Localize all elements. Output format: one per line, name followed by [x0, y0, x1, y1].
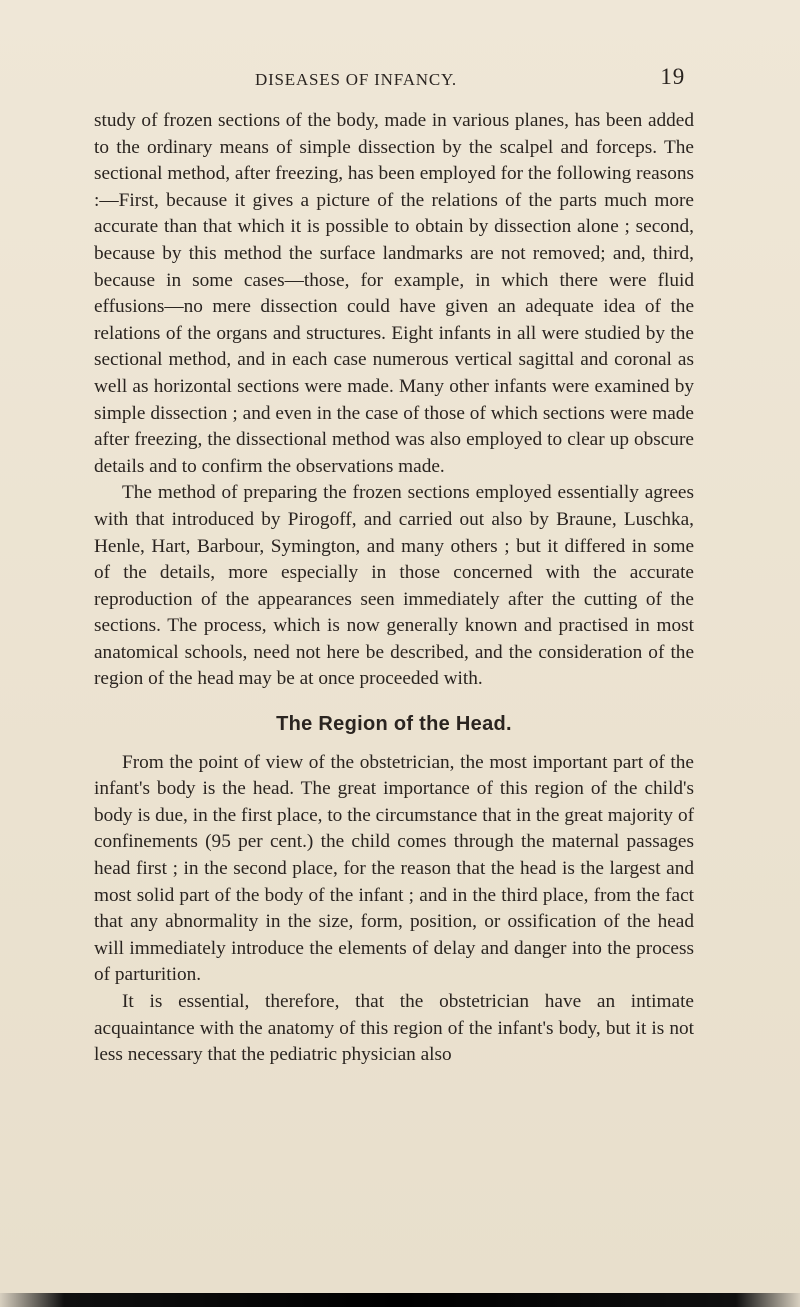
running-head-title: DISEASES OF INFANCY. — [255, 70, 457, 89]
running-head — [255, 64, 685, 94]
body-text — [94, 108, 694, 1069]
page-number: 19 — [660, 64, 685, 89]
paragraph-method: The method of preparing the frozen sections employed essentially agrees with that introduced by Pirogoff, and carried out also by Braune, Luschka, Henle, Hart, Barbour, Symington, and many others ; but it differed in some of the details, more especially in those concerned with the accurate reproduction of the appearances seen immediately after the cutting of the sections. The process, which is now generally known and practised in most anatomical schools, need not here be described, and the consideration of the region of the head may be at once proceeded with. — [94, 482, 694, 690]
section-heading: The Region of the Head. — [276, 713, 512, 736]
paragraph-continuation: study of frozen sections of the body, made in various planes, has been added to the ordinary means of simple dissection by the scalpel and forceps. The sectional method, after freezing, has been employed for the following reasons :—First, because it gives a picture of the relations of the parts much more accurate than that which it is possible to obtain by dissection alone ; second, because by this method the surface landmarks are not removed; and, third, because in some cases—those, for example, in which there were fluid effusions—no mere dissection could have given an adequate idea of the relations of the organs and structures. Eight infants in all were studied by the sectional method, and in each case numerous vertical sagittal and coronal as well as horizontal sections were made. Many other infants were examined by simple dissection ; and even in the case of those of which sections were made after freezing, the dissectional method was also employed to clear up obscure details and to confirm the observations made. — [94, 110, 694, 477]
scan-edge-shadow — [0, 1293, 800, 1307]
paragraph-head-importance: From the point of view of the obstetrician, the most important part of the infant's body is the head. The great importance of this region of the child's body is due, in the first place, to the circumstance that in the great majority of confinements (95 per cent.) the child comes through the maternal passages head first ; in the second place, for the reason that the head is the largest and most solid part of the body of the infant ; and in the third place, from the fact that any abnormality in the size, form, position, or ossification of the head will immediately introduce the elements of delay and danger into the process of parturition. — [94, 751, 694, 986]
paragraph-essential: It is essential, therefore, that the obstetrician have an intimate acquaintance with the anatomy of this region of the infant's body, but it is not less necessary that the pediatric physician also — [94, 991, 694, 1066]
